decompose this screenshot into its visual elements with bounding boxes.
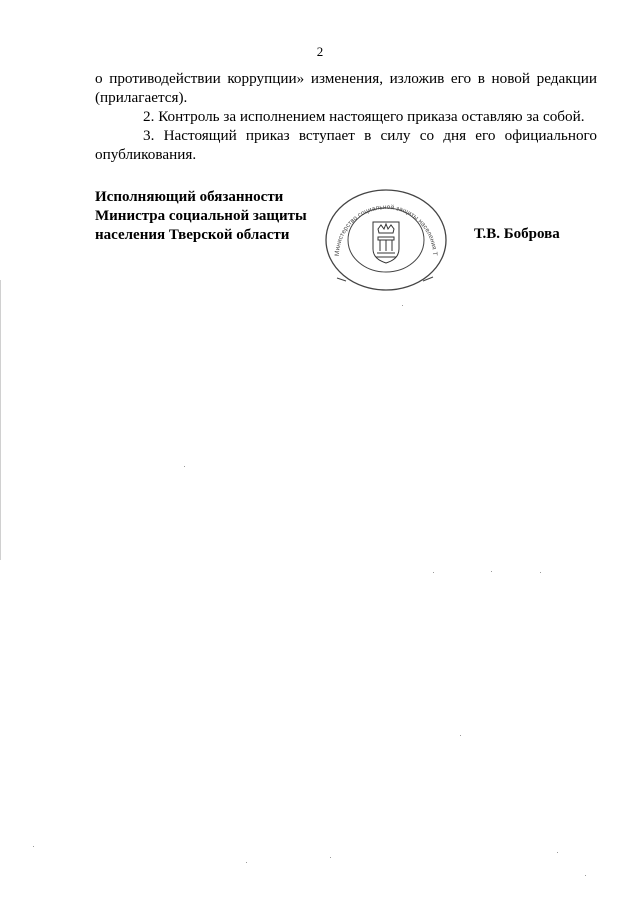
page-number: 2 (316, 44, 324, 59)
paragraph-3-line-1: 3. Настоящий приказ вступает в силу со дня его официального (143, 127, 597, 144)
seal-legend-text: Министерство социальной защиты населения Т (333, 203, 439, 257)
paragraph-3-line-2: опубликования. (95, 146, 197, 163)
paragraph-2: 2. Контроль за исполнением настоящего приказа оставляю за собой. (143, 108, 585, 125)
scan-speck (433, 572, 434, 573)
scan-speck (402, 305, 403, 306)
scan-speck (491, 571, 492, 572)
seal-legend (312, 177, 438, 256)
document-body (95, 69, 597, 164)
paragraph-1-line-2: (прилагается). (95, 89, 188, 106)
signatory-title-line-3: населения Тверской области (95, 227, 290, 243)
scan-speck (557, 852, 558, 853)
scan-edge-artifact (0, 280, 1, 560)
scan-speck (330, 857, 331, 858)
scan-speck (460, 735, 461, 736)
scan-speck (184, 466, 185, 467)
scan-speck (585, 875, 586, 876)
signatory-title-block (95, 188, 307, 245)
signer-name: Т.В. Боброва (474, 226, 560, 242)
paragraph-1-line-1: о противодействии коррупции» изменения, изложив его в новой редакции (95, 70, 597, 87)
scan-speck (540, 572, 541, 573)
signatory-title-line-2: Министра социальной защиты (95, 208, 307, 224)
signatory-title-line-1: Исполняющий обязанности (95, 189, 284, 205)
scan-speck (33, 846, 34, 847)
scan-speck (246, 862, 247, 863)
tver-coat-of-arms-emblem (373, 222, 399, 263)
official-seal-stamp (312, 177, 460, 297)
